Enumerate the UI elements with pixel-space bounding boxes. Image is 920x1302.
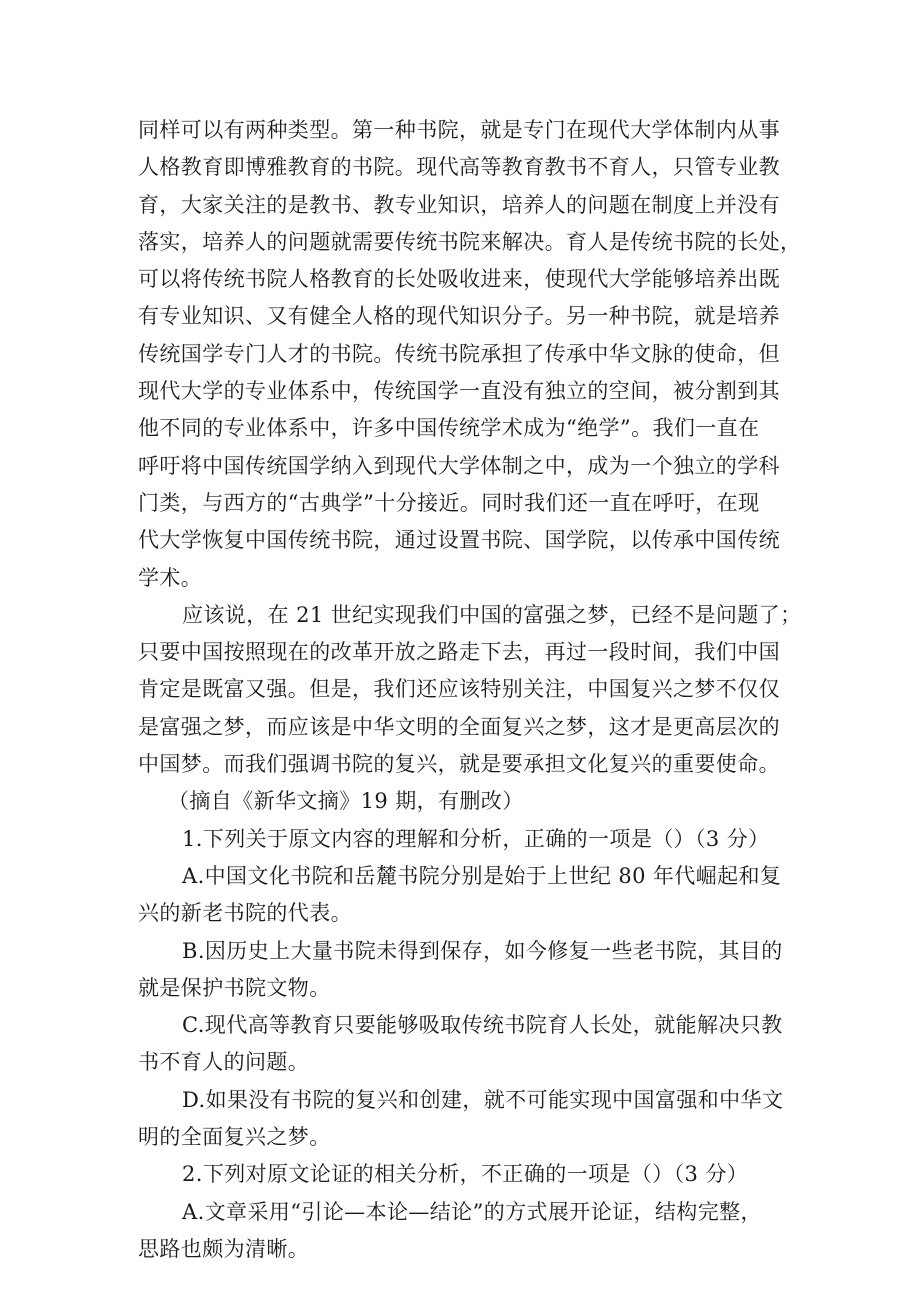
question-stem: 2.下列对原文论证的相关分析，不正确的一项是（）（3 分）: [182, 1162, 749, 1187]
text-line: 学术。: [138, 565, 203, 590]
text-line: 人格教育即博雅教育的书院。现代高等教育教书不育人，只管专业教: [138, 155, 780, 180]
question-1: [138, 821, 798, 1157]
option-b: [138, 933, 798, 1008]
question-stem: 1.下列关于原文内容的理解和分析，正确的一项是（）（3 分）: [182, 826, 770, 851]
option-text: A.中国文化书院和岳麓书院分别是始于上世纪 80 年代崛起和复: [182, 863, 782, 888]
text-line: 只要中国按照现在的改革开放之路走下去，再过一段时间，我们中国: [138, 640, 780, 665]
option-text: D.如果没有书院的复兴和创建，就不可能实现中国富强和中华文: [182, 1087, 784, 1112]
option-text: 书不育人的问题。: [138, 1050, 310, 1075]
text-line: 落实，培养人的问题就需要传统书院来解决。育人是传统书院的长处，: [138, 229, 802, 254]
option-text: 明的全面复兴之梦。: [138, 1125, 331, 1150]
text-line: 门类，与西方的“古典学”十分接近。同时我们还一直在呼吁，在现: [138, 490, 760, 515]
text-line: 应该说，在 21 世纪实现我们中国的富强之梦，已经不是问题了；: [182, 602, 802, 627]
text-line: 他不同的专业体系中，许多中国传统学术成为“绝学”。我们一直在: [138, 416, 760, 441]
option-d: [138, 1082, 798, 1157]
text-line: 现代大学的专业体系中，传统国学一直没有独立的空间，被分割到其: [138, 379, 780, 404]
option-c: [138, 1007, 798, 1082]
option-text: C.现代高等教育只要能够吸取传统书院育人长处，就能解决只教: [182, 1013, 783, 1038]
text-line: 传统国学专门人才的书院。传统书院承担了传承中华文脉的使命，但: [138, 341, 780, 366]
paragraph-two-types-of-academies: [138, 112, 802, 597]
option-a: [138, 1194, 798, 1269]
option-a: [138, 858, 798, 933]
text-line: 育，大家关注的是教书、教专业知识，培养人的问题在制度上并没有: [138, 192, 780, 217]
text-line: 有专业知识、又有健全人格的现代知识分子。另一种书院，就是培养: [138, 304, 780, 329]
text-line: 同样可以有两种类型。第一种书院，就是专门在现代大学体制内从事: [138, 118, 780, 142]
option-text: 就是保护书院文物。: [138, 975, 331, 1000]
text-line: 代大学恢复中国传统书院，通过设置书院、国学院，以传承中国传统: [138, 528, 780, 553]
text-line: 中国梦。而我们强调书院的复兴，就是要承担文化复兴的重要使命。: [138, 752, 780, 777]
option-text: 兴的新老书院的代表。: [138, 901, 352, 926]
text-line: 呼吁将中国传统国学纳入到现代大学体制之中，成为一个独立的学科: [138, 453, 780, 478]
text-line: 肯定是既富又强。但是，我们还应该特别关注，中国复兴之梦不仅仅: [138, 677, 780, 702]
option-text: B.因历史上大量书院未得到保存，如今修复一些老书院，其目的: [182, 938, 783, 963]
question-2: [138, 1156, 798, 1268]
text-line: 是富强之梦，而应该是中华文明的全面复兴之梦，这才是更高层次的: [138, 714, 780, 739]
text-line: 可以将传统书院人格教育的长处吸收进来，使现代大学能够培养出既: [138, 267, 780, 292]
source-citation: （摘自《新华文摘》19 期，有删改）: [168, 789, 524, 814]
option-text: 思路也颇为清晰。: [138, 1236, 310, 1261]
document-page: [138, 112, 802, 1268]
option-text: A.文章采用“引论—本论—结论”的方式展开论证，结构完整，: [182, 1199, 762, 1224]
paragraph-china-dream: [138, 597, 802, 783]
